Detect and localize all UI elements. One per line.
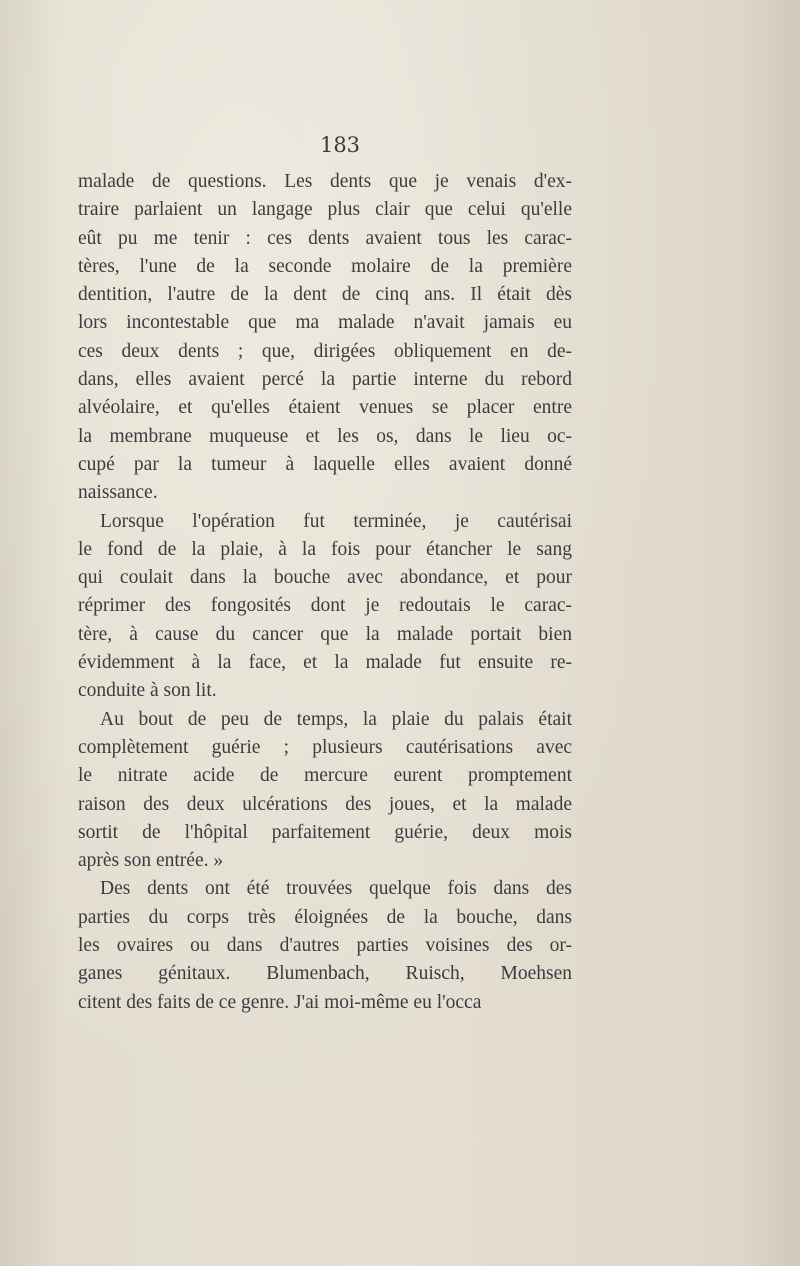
text-line: citent des faits de ce genre. J'ai moi-même eu l'occa: [78, 991, 482, 1013]
text-line: tères, l'une de la seconde molaire de la première: [78, 255, 572, 277]
text-line: après son entrée. »: [78, 850, 224, 872]
text-line: le fond de la plaie, à la fois pour étancher le sang: [78, 538, 572, 560]
text-line: évidemment à la face, et la malade fut ensuite re-: [78, 652, 572, 674]
text-line: raison des deux ulcérations des joues, et la malade: [78, 793, 572, 815]
text-line: ganes génitaux. Blumenbach, Ruisch, Moehsen: [78, 963, 572, 985]
text-line: qui coulait dans la bouche avec abondance, et pour: [78, 567, 572, 589]
text-line: cupé par la tumeur à laquelle elles avaient donné: [78, 453, 572, 475]
text-line: le nitrate acide de mercure eurent promptement: [78, 765, 572, 787]
text-line: naissance.: [78, 482, 158, 504]
text-line: parties du corps très éloignées de la bouche, dans: [78, 906, 572, 928]
text-line: dentition, l'autre de la dent de cinq ans. Il était dès: [78, 284, 572, 306]
text-line: sortit de l'hôpital parfaitement guérie, deux mois: [78, 821, 572, 843]
text-line: ces deux dents ; que, dirigées obliquement en de-: [78, 340, 572, 362]
text-line: conduite à son lit.: [78, 680, 217, 702]
text-line: dans, elles avaient percé la partie interne du rebord: [78, 369, 572, 391]
body-text: [78, 168, 572, 1017]
text-line: lors incontestable que ma malade n'avait jamais eu: [78, 312, 572, 334]
text-line: eût pu me tenir : ces dents avaient tous les carac-: [78, 227, 572, 249]
text-line: complètement guérie ; plusieurs cautérisations avec: [78, 736, 572, 758]
text-line: traire parlaient un langage plus clair que celui qu'elle: [78, 199, 572, 221]
text-line: Au bout de peu de temps, la plaie du palais était: [100, 708, 572, 730]
text-line: réprimer des fongosités dont je redoutais le carac-: [78, 595, 572, 617]
text-line: alvéolaire, et qu'elles étaient venues se placer entre: [78, 397, 572, 419]
text-line: tère, à cause du cancer que la malade portait bien: [78, 623, 572, 645]
page-number: 183: [319, 133, 361, 157]
text-line: Des dents ont été trouvées quelque fois dans des: [100, 878, 572, 900]
text-line: malade de questions. Les dents que je venais d'ex-: [78, 171, 572, 192]
text-line: Lorsque l'opération fut terminée, je cautérisai: [100, 510, 572, 532]
text-line: les ovaires ou dans d'autres parties voisines des or-: [78, 935, 572, 957]
text-line: la membrane muqueuse et les os, dans le lieu oc-: [78, 425, 572, 447]
